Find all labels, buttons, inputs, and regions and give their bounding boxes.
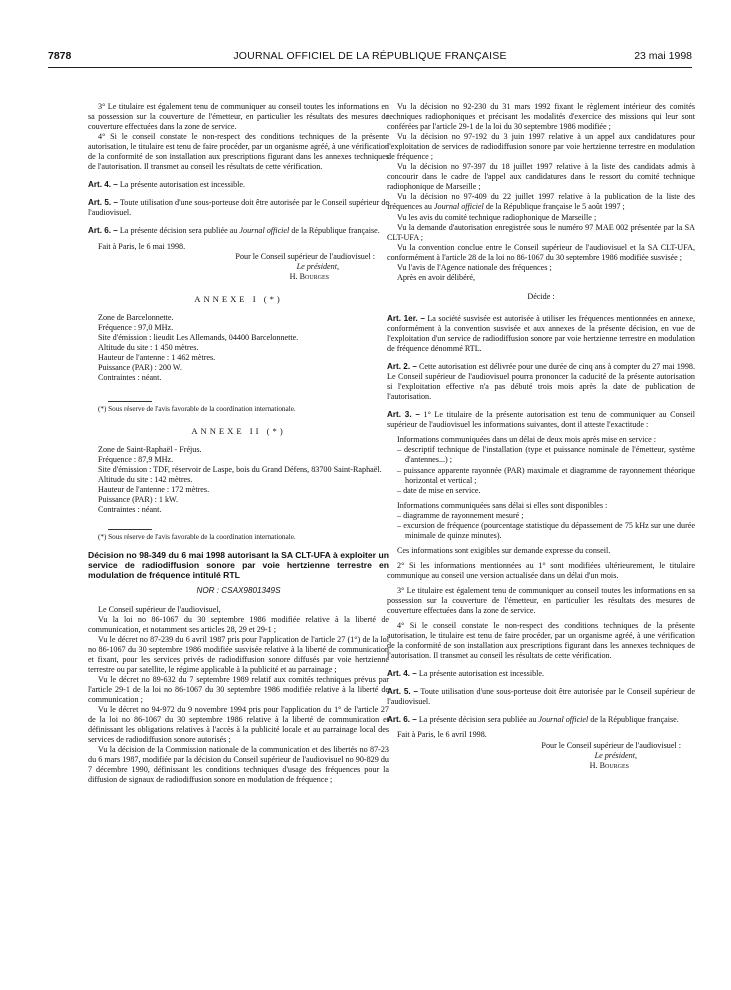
paragraph: Vu la convention conclue entre le Conseil supérieur de l'audiovisuel et la SA CLT-UFA, conformément à l'article 28 de la loi no 86-1067 du 30 septembre 1986 modifiée susvisée ; — [387, 242, 695, 262]
paragraph: 2° Si les informations mentionnées au 1° sont modifiées ultérieurement, le titulaire communique au conseil une version actualisée dans un délai d'un mois. — [387, 560, 695, 580]
annexe-line: Zone de Saint-Raphaël - Fréjus. — [98, 445, 202, 455]
signature-line: Pour le Conseil supérieur de l'audiovisuel : — [541, 740, 681, 750]
left-column — [88, 102, 389, 785]
annexe-line: Contraintes : néant. — [98, 373, 162, 383]
info-list-2 — [387, 511, 695, 541]
annexe-line: Zone de Barcelonnette. — [98, 312, 174, 322]
annexe-line: Altitude du site : 1 450 mètres. — [98, 342, 199, 352]
issue-date: 23 mai 1998 — [634, 50, 692, 62]
article-label: Art. 4. – — [387, 669, 417, 679]
article-4: Art. 4. – La présente autorisation est incessible. — [387, 669, 545, 679]
annexe-1-title: ANNEXE I (*) — [194, 293, 283, 304]
article-label: Art. 4. – — [88, 180, 118, 190]
paragraph: 4° Si le conseil constate le non-respect des conditions techniques de la présente autorisation, le titulaire est tenu de faire procéder, par un organisme agréé, à une vérification de la conformité de son installation aux prescriptions figurant dans les annexes techniques de l'autorisation. Il transmet au conseil les résultats de cette vérification. — [387, 621, 695, 661]
article-5: Art. 5. – Toute utilisation d'une sous-porteuse doit être autorisée par le Conseil supérieur de l'audiovisuel. — [387, 687, 695, 707]
annexe-line: Contraintes : néant. — [98, 505, 162, 515]
paragraph: Vu la décision no 97-192 du 3 juin 1997 relative à un appel aux candidatures pour l'exploitation de services de radiodiffusion sonore par voie hertzienne terrestre en modulation de fréquence ; — [387, 132, 695, 162]
nor-reference: NOR : CSAX9801349S — [196, 586, 281, 596]
article-3: Art. 3. – 1° Le titulaire de la présente autorisation est tenu de communiquer au Conseil supérieur de l'audiovisuel les informations suivantes, dont il atteste l'exactitude : — [387, 410, 695, 430]
fait-a-paris: Fait à Paris, le 6 avril 1998. — [397, 730, 487, 740]
fait-a-paris: Fait à Paris, le 6 mai 1998. — [98, 241, 186, 251]
paragraph: Vu le décret no 89-632 du 7 septembre 1989 relatif aux comités techniques prévus par l'article 29-1 de la loi no 86-1067 du 30 septembre 1986 modifiée relative à la liberté de communication ; — [88, 674, 389, 704]
annexe-2-list — [88, 445, 389, 515]
paragraph: Vu la décision de la Commission nationale de la communication et des libertés no 87-23 du 6 mars 1987, modifiée par la décision du Conseil supérieur de l'audiovisuel no 90-829 du 7 décembre 1990, définissant les conditions techniques d'usage des fréquences pour la diffusion de signaux de radiodiffusion sonore en modulation de fréquence ; — [88, 745, 389, 785]
article-label: Art. 5. – — [387, 687, 418, 697]
article-label: Art. 2. – — [387, 362, 417, 372]
paragraph: Le Conseil supérieur de l'audiovisuel, — [98, 604, 221, 614]
paragraph: Ces informations sont exigibles sur demande expresse du conseil. — [397, 545, 611, 555]
article-2: Art. 2. – Cette autorisation est délivrée pour une durée de cinq ans à compter du 27 mai 1998. Le Conseil supérieur de l'audiovisuel pourra prononcer la caducité de la présente autorisation si l'exploitation effective n'a pas débuté trois mois après la date de publication de l'autorisation. — [387, 362, 695, 402]
signature-name: H. Bourges — [589, 760, 629, 770]
annexe-line: Puissance (PAR) : 200 W. — [98, 362, 182, 372]
annexe-2-title: ANNEXE II (*) — [191, 426, 286, 437]
header-rule — [48, 67, 692, 68]
article-label: Art. 5. – — [88, 198, 118, 208]
paragraph: Vu le décret no 94-972 du 9 novembre 1994 pris pour l'application du 1° de l'article 27 de la loi no 86-1067 du 30 septembre 1986 relative à la liberté de communication et définissant les obligations relatives à l'accès à la publicité locale et au parrainage local des services de radiodiffusion sonore autorisés ; — [88, 704, 389, 745]
article-label: Art. 6. – — [88, 226, 118, 236]
article-6: Art. 6. – La présente décision sera publiée au Journal officiel de la République française. — [387, 715, 679, 725]
paragraph: Vu la décision no 97-409 du 22 juillet 1997 relative à la publication de la liste des fréquences au Journal officiel de la République française le 5 août 1997 ; — [387, 192, 695, 212]
paragraph: 3° Le titulaire est également tenu de communiquer au conseil toutes les informations en sa possession sur la couverture de l'émetteur, en particulier les résultats des mesures de couverture effectuées dans la zone de service. — [387, 585, 695, 616]
list-item: – puissance apparente rayonnée (PAR) maximale et diagramme de rayonnement théorique horizontal et vertical ; — [397, 465, 695, 485]
annexe-line: Hauteur de l'antenne : 1 462 mètres. — [98, 352, 216, 362]
article-1: Art. 1er. – La société susvisée est autorisée à utiliser les fréquences mentionnées en annexe, conformément à la convention susvisée et aux annexes de la présente décision, en vue de l'exploitation d'un service de radiodiffusion sonore par voie hertzienne terrestre en modulation de fréquence dénommé RTL. — [387, 313, 695, 354]
paragraph: Vu les avis du comité technique radiophonique de Marseille ; — [397, 212, 597, 222]
article-4: Art. 4. – La présente autorisation est incessible. — [88, 180, 246, 190]
paragraph: Vu le décret no 87-239 du 6 avril 1987 pris pour l'application de l'article 27 (1°) de la loi no 86-1067 du 30 septembre 1986 modifiée susvisée relative à la liberté de communication et fixant, pour les services privés de radiodiffusion sonore diffusés par voie hertzienne terrestre ou par satellite, le régime applicable à la publicité et au parrainage ; — [88, 634, 389, 674]
signature-line: Pour le Conseil supérieur de l'audiovisuel : — [235, 251, 375, 261]
annexe-line: Puissance (PAR) : 1 kW. — [98, 495, 178, 505]
paragraph: Vu la demande d'autorisation enregistrée sous le numéro 97 MAE 002 présentée par la SA CLT-UFA ; — [387, 222, 695, 242]
signature-role: Le président, — [296, 261, 339, 271]
list-item: – diagramme de rayonnement mesuré ; — [397, 510, 524, 520]
annexe-line: Site d'émission : lieudit Les Allemands, 04400 Barcelonnette. — [98, 332, 299, 342]
page-number: 7878 — [48, 50, 72, 62]
paragraph: Informations communiquées dans un délai de deux mois après mise en service : — [397, 435, 657, 445]
right-column — [387, 102, 695, 771]
paragraph: Vu la décision no 97-397 du 18 juillet 1997 relative à la liste des candidats admis à concourir dans le cadre de l'appel aux candidatures dans le ressort du comité technique radiophonique de Marseille ; — [387, 162, 695, 192]
annexe-line: Fréquence : 97,0 MHz. — [98, 322, 174, 332]
paragraph: 4° Si le conseil constate le non-respect des conditions techniques de la présente autorisation, le titulaire est tenu de faire procéder, par un organisme agréé, à une vérification de la conformité de son installation aux prescriptions figurant dans les annexes techniques de l'autorisation. Il transmet au conseil les résultats de cette vérification. — [88, 132, 389, 172]
footnote-separator — [108, 401, 152, 402]
paragraph: 3° Le titulaire est également tenu de communiquer au conseil toutes les informations en sa possession sur la couverture de l'émetteur, en particulier les résultats des mesures de couverture effectuées dans la zone de service. — [88, 102, 389, 132]
article-label: Art. 3. – — [387, 410, 420, 420]
article-label: Art. 1er. – — [387, 313, 425, 323]
article-5: Art. 5. – Toute utilisation d'une sous-porteuse doit être autorisée par le Conseil supérieur de l'audiovisuel. — [88, 198, 389, 218]
article-6: Art. 6. – La présente décision sera publiée au Journal officiel de la République française. — [88, 226, 380, 236]
annexe-line: Fréquence : 87,9 MHz. — [98, 455, 174, 465]
annexe-line: Site d'émission : TDF, réservoir de Laspe, bois du Grand Défens, 83700 Saint-Raphaël. — [98, 465, 382, 475]
annexe-line: Altitude du site : 142 mètres. — [98, 475, 193, 485]
info-list-1 — [387, 445, 695, 495]
journal-title: JOURNAL OFFICIEL DE LA RÉPUBLIQUE FRANÇAISE — [233, 50, 507, 62]
annexe-1-list — [88, 313, 389, 383]
signature-role: Le président, — [594, 750, 637, 760]
paragraph: Après en avoir délibéré, — [397, 272, 476, 282]
decision-title: Décision no 98-349 du 6 mai 1998 autorisant la SA CLT-UFA à exploiter un service de radiodiffusion sonore par voie hertzienne terrestre en modulation de fréquence intitulé RTL — [88, 550, 389, 581]
annexe-line: Hauteur de l'antenne : 172 mètres. — [98, 485, 210, 495]
article-label: Art. 6. – — [387, 715, 417, 725]
paragraph: Informations communiquées sans délai si elles sont disponibles : — [397, 500, 608, 510]
signature-name: H. Bourges — [289, 271, 329, 281]
decide-heading: Décide : — [527, 291, 555, 301]
list-item: – descriptif technique de l'installation (type et puissance nominale de l'émetteur, système d'antennes...) ; — [397, 445, 695, 465]
page-header — [48, 50, 692, 66]
footnote: (*) Sous réserve de l'avis favorable de la coordination internationale. — [98, 533, 296, 542]
paragraph: Vu la décision no 92-230 du 31 mars 1992 fixant le règlement intérieur des comités techniques radiophoniques et précisant les modalités d'exercice des missions qui leur sont conférées par l'article 29-1 de la loi du 30 septembre 1986 modifiée ; — [387, 102, 695, 132]
paragraph: Vu la loi no 86-1067 du 30 septembre 1986 modifiée relative à la liberté de communication, et notamment ses articles 28, 29 et 29-1 ; — [88, 614, 389, 634]
list-item: – excursion de fréquence (pourcentage statistique du dépassement de 75 kHz sur une durée minimale de quinze minutes). — [397, 520, 695, 540]
footnote: (*) Sous réserve de l'avis favorable de la coordination internationale. — [98, 405, 296, 414]
footnote-separator — [108, 529, 152, 530]
paragraph: Vu l'avis de l'Agence nationale des fréquences ; — [397, 262, 552, 272]
list-item: – date de mise en service. — [397, 485, 481, 495]
